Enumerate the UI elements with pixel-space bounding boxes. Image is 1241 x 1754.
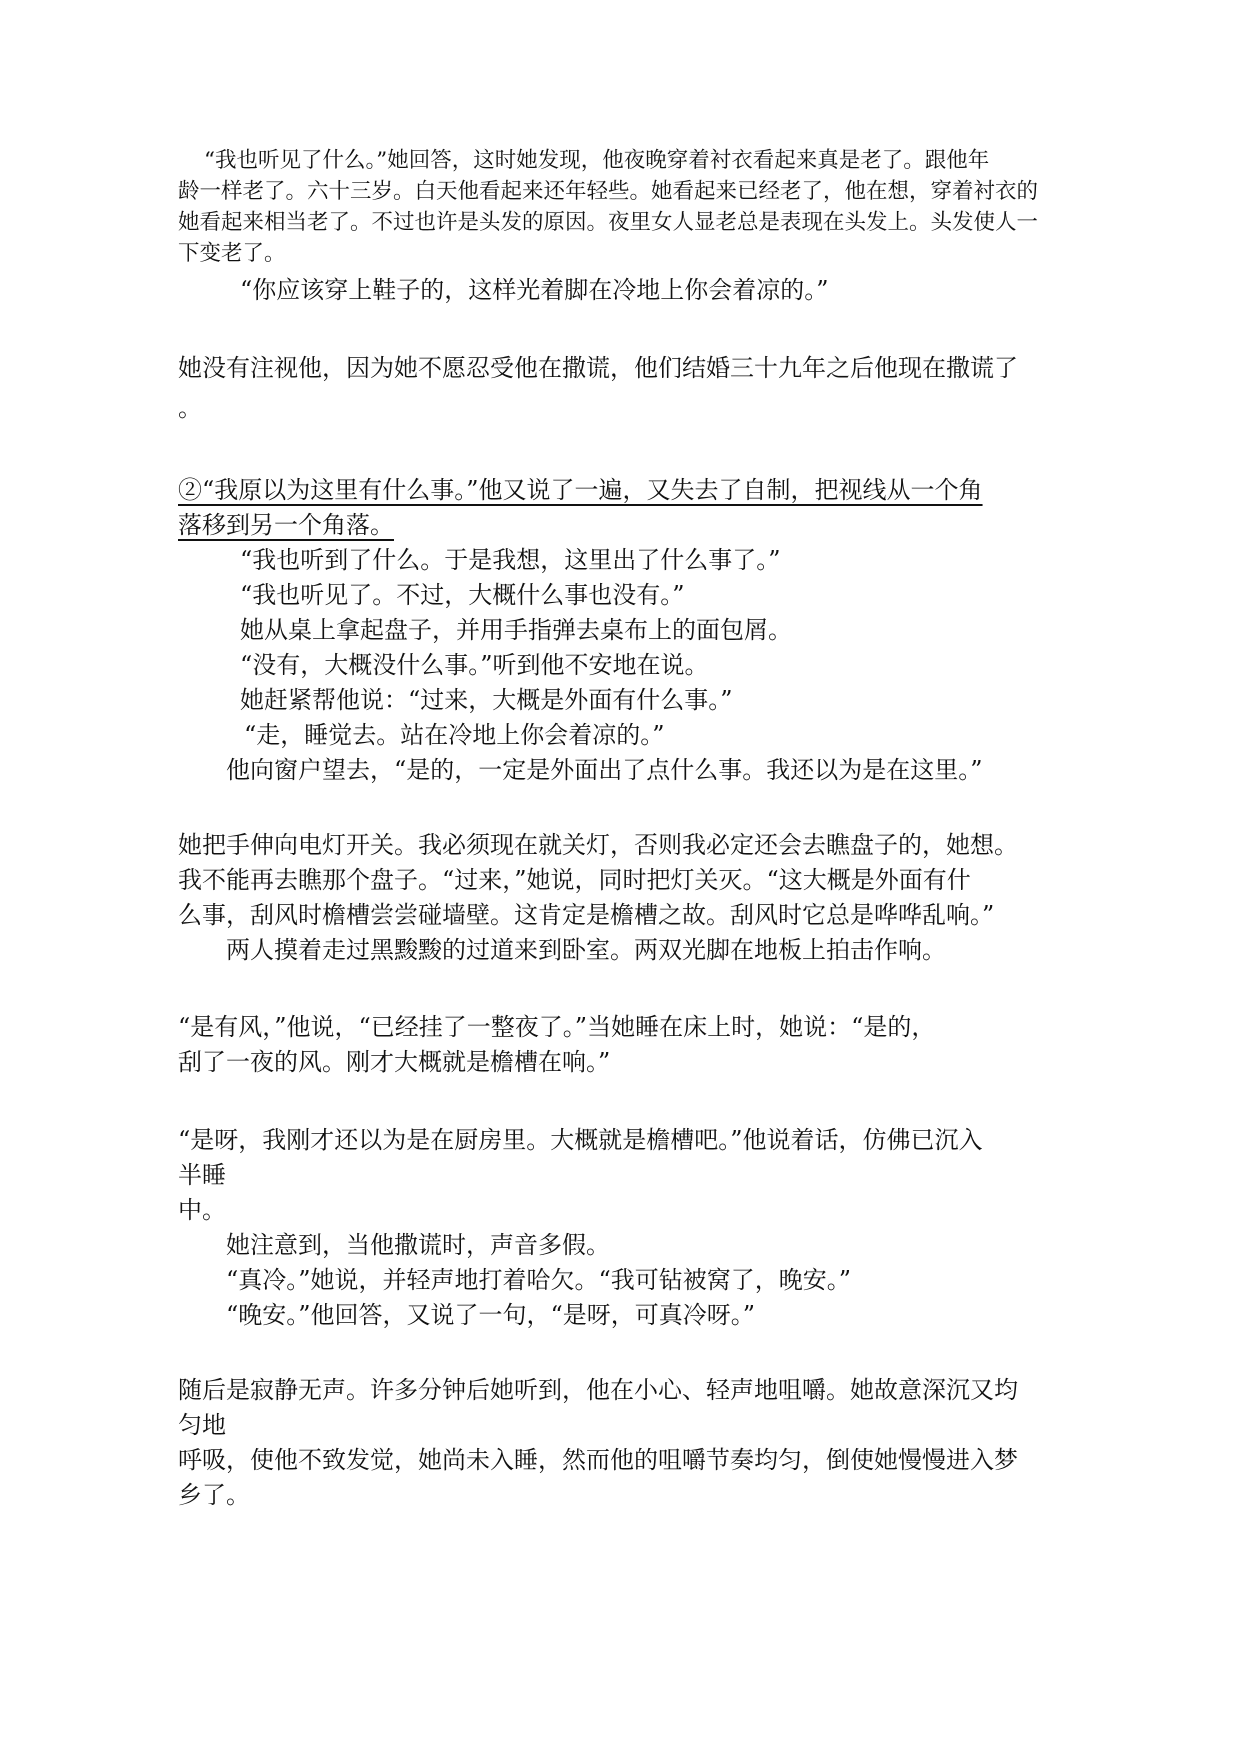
paragraph-7: 她从桌上拿起盘子，并用手指弹去桌布上的面包屑。 xyxy=(240,616,792,644)
paragraph-1-line-2: 龄一样老了。六十三岁。白天他看起来还年轻些。她看起来已经老了，他在想，穿着衬衣的 xyxy=(178,179,1039,204)
paragraph-18: “晚安。”他回答，又说了一句，“是呀，可真冷呀。” xyxy=(226,1301,756,1329)
paragraph-14-line-2: 刮了一夜的风。刚才大概就是檐槽在响。” xyxy=(178,1048,611,1076)
paragraph-12-line-1: 她把手伸向电灯开关。我必须现在就关灯，否则我必定还会去瞧盘子的，她想。 xyxy=(178,831,1018,859)
paragraph-19-line-2: 匀地 xyxy=(178,1411,226,1439)
paragraph-12-line-3: 么事，刮风时檐槽尝尝碰墙壁。这肯定是檐槽之故。刮风时它总是哗哗乱响。” xyxy=(178,901,995,929)
paragraph-2: “你应该穿上鞋子的，这样光着脚在冷地上你会着凉的。” xyxy=(240,276,829,304)
paragraph-3-line-2: 。 xyxy=(178,394,202,422)
paragraph-12-line-2: 我不能再去瞧那个盘子。“过来，”她说，同时把灯关灭。“这大概是外面有什 xyxy=(178,866,971,894)
paragraph-19-line-4: 乡了。 xyxy=(178,1481,250,1509)
paragraph-1-line-1: “我也听见了什么。”她回答，这时她发现，他夜晚穿着衬衣看起来真是老了。跟他年 xyxy=(204,148,990,173)
paragraph-17: “真冷。”她说，并轻声地打着哈欠。“我可钻被窝了，晚安。” xyxy=(226,1266,852,1294)
paragraph-15-line-2: 半睡 xyxy=(178,1161,226,1189)
paragraph-13: 两人摸着走过黑黢黢的过道来到卧室。两双光脚在地板上拍击作响。 xyxy=(226,936,946,964)
paragraph-15-line-3: 中。 xyxy=(178,1196,226,1224)
paragraph-9: 她赶紧帮他说：“过来，大概是外面有什么事。” xyxy=(240,686,733,714)
paragraph-11: 他向窗户望去，“是的，一定是外面出了点什么事。我还以为是在这里。” xyxy=(226,756,983,784)
paragraph-10: “走，睡觉去。站在冷地上你会着凉的。” xyxy=(244,721,665,749)
paragraph-5: “我也听到了什么。于是我想，这里出了什么事了。” xyxy=(240,546,781,574)
paragraph-6: “我也听见了。不过，大概什么事也没有。” xyxy=(240,581,685,609)
paragraph-1-line-3: 她看起来相当老了。不过也许是头发的原因。夜里女人显老总是表现在头发上。头发使人一 xyxy=(178,210,1039,235)
paragraph-19-line-1: 随后是寂静无声。许多分钟后她听到，他在小心、轻声地咀嚼。她故意深沉又均 xyxy=(178,1376,1018,1404)
paragraph-14-line-1: “是有风，”他说，“已经挂了一整夜了。”当她睡在床上时，她说：“是的， xyxy=(178,1013,936,1041)
paragraph-4-line-1: ②“我原以为这里有什么事。”他又说了一遍，又失去了自制，把视线从一个角 xyxy=(178,476,983,504)
paragraph-3-line-1: 她没有注视他，因为她不愿忍受他在撒谎，他们结婚三十九年之后他现在撒谎了 xyxy=(178,354,1018,382)
paragraph-15-line-1: “是呀，我刚才还以为是在厨房里。大概就是檐槽吧。”他说着话，仿佛已沉入 xyxy=(178,1126,983,1154)
paragraph-16: 她注意到，当他撒谎时，声音多假。 xyxy=(226,1231,610,1259)
paragraph-8: “没有，大概没什么事。”听到他不安地在说。 xyxy=(240,651,709,679)
paragraph-19-line-3: 呼吸，使他不致发觉，她尚未入睡，然而他的咀嚼节奏均匀，倒使她慢慢进入梦 xyxy=(178,1446,1018,1474)
paragraph-4-line-2: 落移到另一个角落。 xyxy=(178,511,394,539)
paragraph-1-line-4: 下变老了。 xyxy=(178,241,286,266)
